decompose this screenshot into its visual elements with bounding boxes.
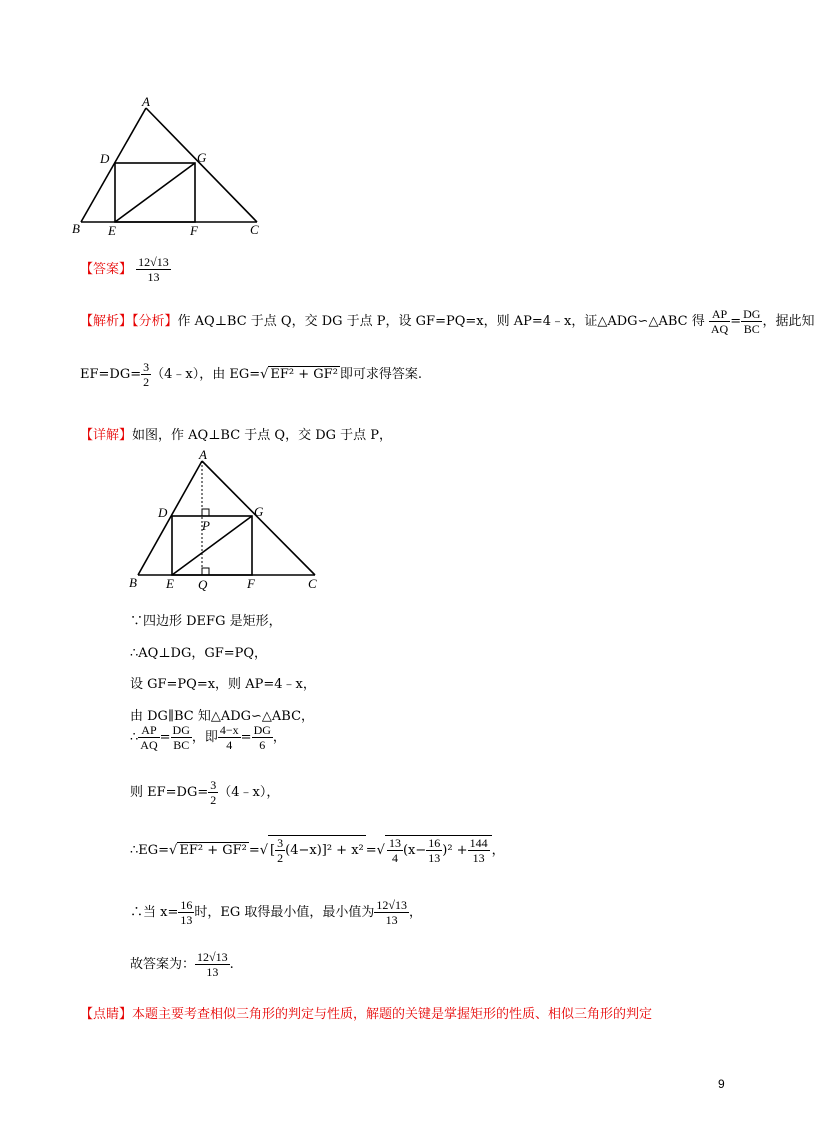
detail-intro: 如图，作 AQ⊥BC 于点 Q，交 DG 于点 P， (132, 428, 393, 443)
detail-step-6: 则 EF=DG= $\frac{3}{2}$ （4﹣x）， (130, 778, 280, 807)
fig1-label-d: D (100, 151, 110, 166)
fig2-label-f: F (247, 576, 255, 591)
detail-step-8: ∴当 x= $\frac{16}{13}$ 时，EG 取得最小值，最小值为 $\frac{12√13}{13}$ ， (130, 898, 422, 927)
fig2-label-e: E (166, 576, 174, 591)
fig2-label-b: B (129, 575, 137, 590)
fig2-label-c: C (308, 576, 317, 591)
comment-text: 本题主要考查相似三角形的判定与性质，解题的关键是掌握矩形的性质、相似三角形的判定 (132, 1007, 653, 1022)
analysis-line2-sqrt: EF² + GF² (270, 367, 338, 382)
answer-fraction (136, 255, 171, 284)
analysis-line2-a: EF=DG= (80, 367, 142, 382)
analysis-frac-1: $\frac{AP}{AQ}$ (710, 307, 729, 336)
detail-label: 【详解】 (80, 428, 133, 443)
detail-step-1: ∵四边形 DEFG 是矩形， (130, 614, 282, 629)
detail-step-4: 由 DG∥BC 知△ADG∽△ABC， (130, 709, 315, 724)
fig2-label-a: A (199, 447, 207, 462)
comment-line (80, 1003, 652, 1022)
analysis-line-2: EF=DG= $\frac{3}{2}$ （4﹣x），由 EG=√ EF² + GF² 即可求得答案. (80, 360, 423, 389)
analysis-text-2: ，据此知 (762, 314, 814, 329)
fig1-label-a: A (142, 94, 150, 109)
analysis-label: 【解析】【分析】 (80, 314, 178, 329)
analysis-line2-c: 即可求得答案. (339, 367, 423, 382)
detail-step-7: ∴EG=√ EF² + GF² =√ [ $\frac{3}{2}$ (4−x)]² + x² =√ $\frac{13}{4}$ (x− $\frac{16}{13}$ )² + $\frac{144}{13}$ ， (130, 836, 505, 865)
figure-1-triangle (70, 95, 270, 240)
analysis-line2-frac: $\frac{3}{2}$ (143, 360, 150, 389)
fig1-label-g: G (197, 150, 207, 165)
page-number: 9 (718, 1077, 725, 1091)
detail-step-2: ∴AQ⊥DG，GF=PQ， (130, 646, 268, 661)
fig2-label-q: Q (198, 577, 208, 592)
answer-den: 13 (147, 270, 160, 284)
analysis-frac-2: $\frac{DG}{BC}$ (743, 307, 761, 336)
analysis-text-1: 作 AQ⊥BC 于点 Q，交 DG 于点 P，设 GF=PQ=x，则 AP=4﹣x，证△ADG∽△ABC 得 (177, 314, 705, 329)
fig2-label-p: P (202, 518, 210, 533)
fig1-label-c: C (250, 222, 259, 237)
fig2-label-d: D (158, 505, 168, 520)
analysis-eq: = (730, 314, 742, 329)
comment-label: 【点睛】 (80, 1007, 133, 1022)
fig1-label-f: F (190, 223, 198, 238)
fig1-label-e: E (108, 223, 116, 238)
detail-step-9: 故答案为： $\frac{12√13}{13}$ . (130, 950, 234, 979)
figure-2-triangle (125, 448, 325, 598)
fig1-label-b: B (72, 221, 80, 236)
detail-step-5: ∴ $\frac{AP}{AQ}$ = $\frac{DG}{BC}$ ，即 $\frac{4-x}{4}$ = $\frac{DG}{6}$ ， (130, 723, 286, 752)
answer-label: 【答案】 (80, 262, 133, 277)
detail-intro-line (80, 424, 392, 443)
answer-num: 12√13 (138, 255, 169, 269)
answer-line (80, 255, 171, 284)
analysis-line-1 (80, 307, 814, 336)
detail-step-3: 设 GF=PQ=x，则 AP=4﹣x， (130, 677, 316, 692)
analysis-line2-b: （4﹣x），由 EG= (151, 367, 261, 382)
fig2-label-g: G (254, 504, 264, 519)
